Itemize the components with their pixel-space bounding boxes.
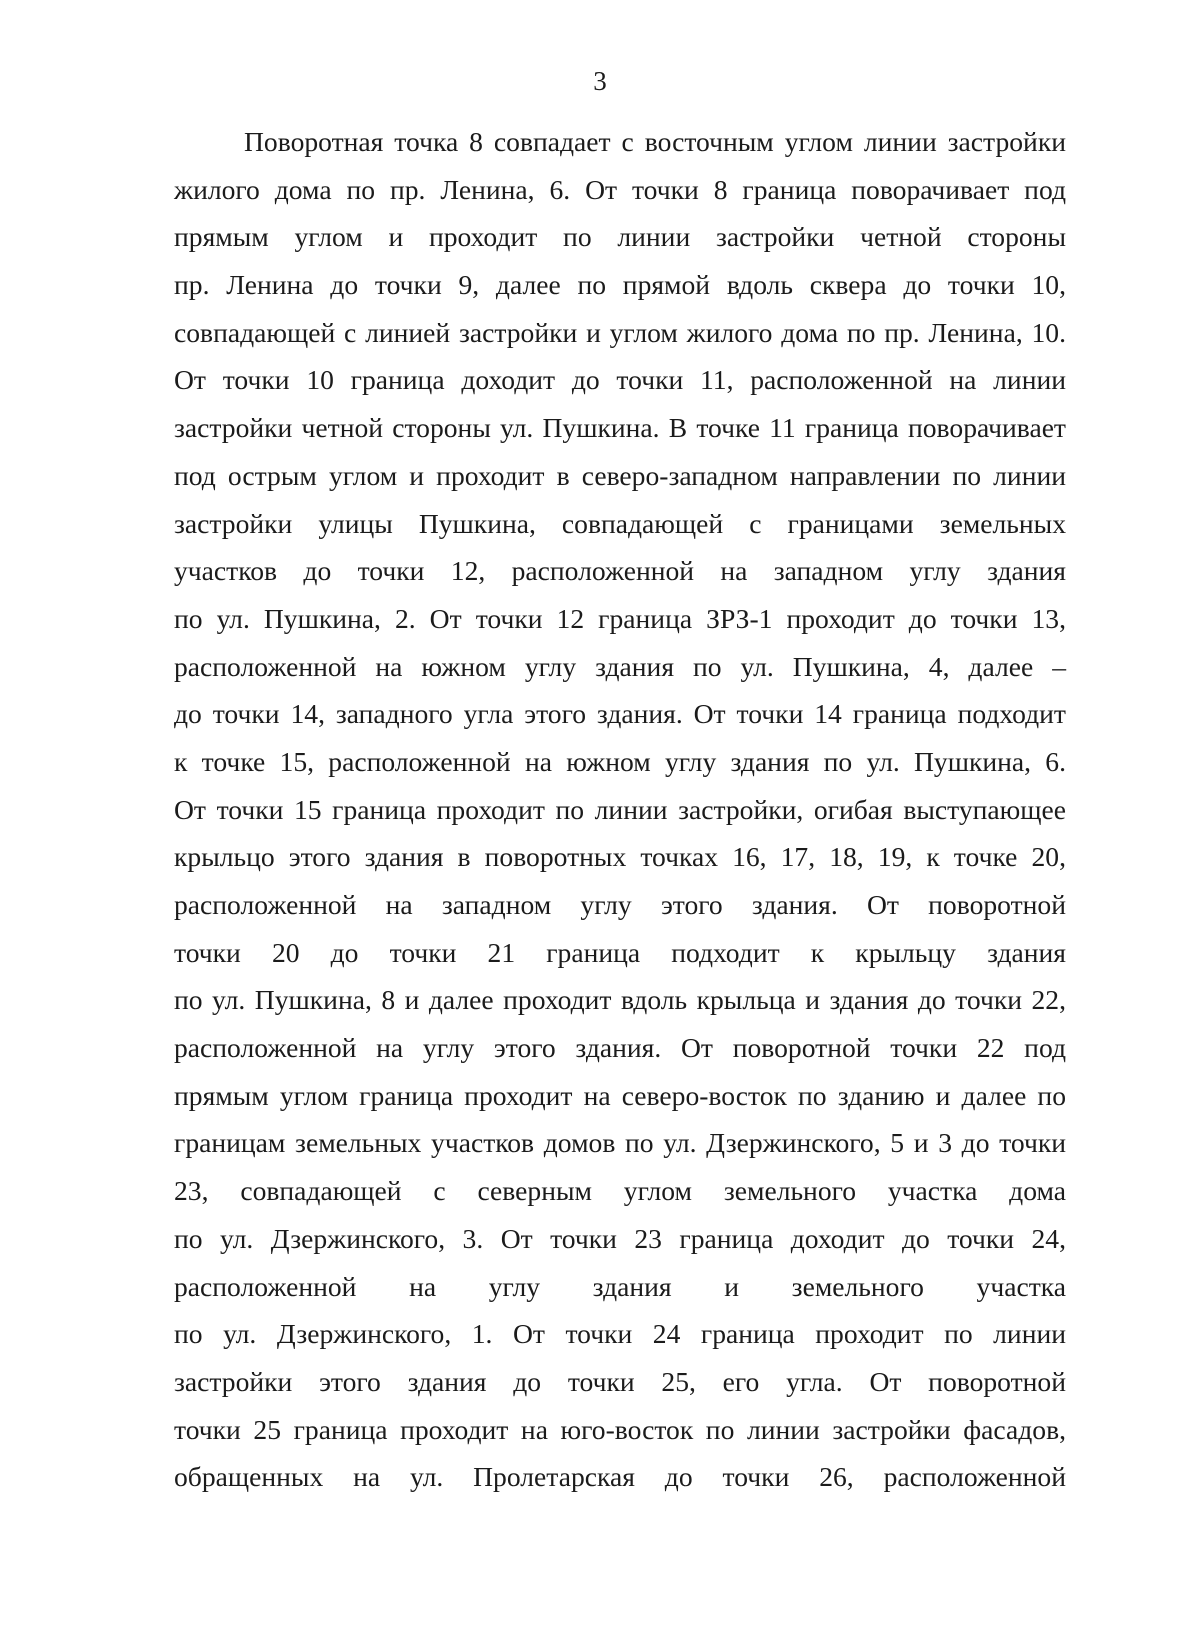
text-line: застройки этого здания до точки 25, его угла. От поворотной — [174, 1365, 1066, 1397]
text-line: пр. Ленина до точки 9, далее по прямой вдоль сквера до точки 10, — [174, 269, 1066, 301]
text-line: 23, совпадающей с северным углом земельного участка дома — [174, 1175, 1066, 1207]
text-line: до точки 14, западного угла этого здания. От точки 14 граница подходит — [174, 698, 1066, 730]
text-line: совпадающей с линией застройки и углом жилого дома по пр. Ленина, 10. — [174, 316, 1066, 348]
text-line: От точки 15 граница проходит по линии застройки, огибая выступающее — [174, 793, 1066, 825]
text-line: точки 25 граница проходит на юго-восток по линии застройки фасадов, — [174, 1413, 1066, 1445]
text-line: по ул. Дзержинского, 3. От точки 23 граница доходит до точки 24, — [174, 1222, 1066, 1254]
body-paragraph — [174, 118, 1066, 1501]
text-line: крыльцо этого здания в поворотных точках 16, 17, 18, 19, к точке 20, — [174, 841, 1066, 873]
text-line: по ул. Пушкина, 2. От точки 12 граница ЗРЗ-1 проходит до точки 13, — [174, 602, 1066, 634]
text-line: границам земельных участков домов по ул. Дзержинского, 5 и 3 до точки — [174, 1127, 1066, 1159]
text-line: участков до точки 12, расположенной на западном углу здания — [174, 555, 1066, 587]
text-line: расположенной на углу этого здания. От поворотной точки 22 под — [174, 1032, 1066, 1064]
text-line: по ул. Пушкина, 8 и далее проходит вдоль крыльца и здания до точки 22, — [174, 984, 1066, 1016]
text-line: жилого дома по пр. Ленина, 6. От точки 8 граница поворачивает под — [174, 173, 1066, 205]
page-number: 3 — [593, 66, 607, 96]
text-line: к точке 15, расположенной на южном углу здания по ул. Пушкина, 6. — [174, 745, 1066, 777]
text-line: под острым углом и проходит в северо-западном направлении по линии — [174, 459, 1066, 491]
text-line: застройки четной стороны ул. Пушкина. В точке 11 граница поворачивает — [174, 412, 1066, 444]
text-line: Поворотная точка 8 совпадает с восточным углом линии застройки — [244, 126, 1066, 157]
text-line: От точки 10 граница доходит до точки 11, расположенной на линии — [174, 364, 1066, 396]
text-line: точки 20 до точки 21 граница подходит к крыльцу здания — [174, 936, 1066, 968]
text-line: обращенных на ул. Пролетарская до точки 26, расположенной — [174, 1461, 1066, 1493]
text-line: расположенной на южном углу здания по ул. Пушкина, 4, далее – — [174, 650, 1066, 682]
text-line: по ул. Дзержинского, 1. От точки 24 граница проходит по линии — [174, 1318, 1066, 1350]
text-line: расположенной на западном углу этого здания. От поворотной — [174, 889, 1066, 920]
text-line: застройки улицы Пушкина, совпадающей с границами земельных — [174, 507, 1066, 539]
text-line: расположенной на углу здания и земельного участка — [174, 1270, 1066, 1302]
text-line: прямым углом граница проходит на северо-восток по зданию и далее по — [174, 1079, 1066, 1111]
text-line: прямым углом и проходит по линии застройки четной стороны — [174, 221, 1066, 253]
